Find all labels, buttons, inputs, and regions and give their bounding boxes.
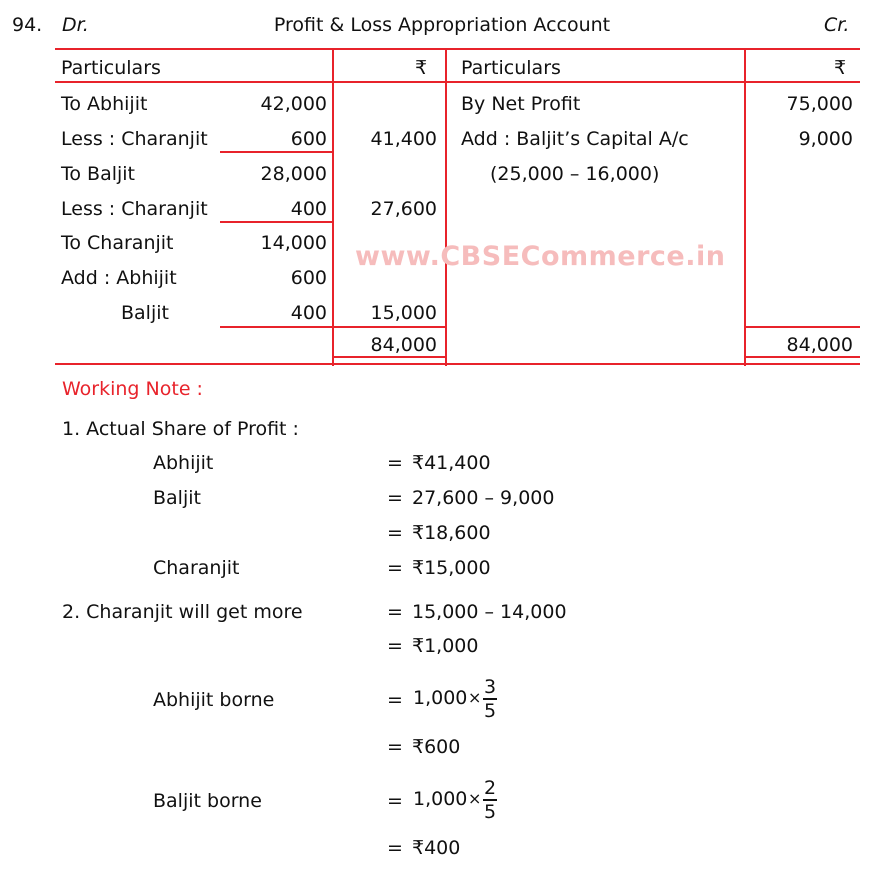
cr-label: Cr. bbox=[824, 14, 850, 36]
header-amount-right: ₹ bbox=[834, 57, 847, 79]
debit-row-particular: To Baljit bbox=[61, 163, 136, 185]
debit-total: 84,000 bbox=[370, 334, 437, 356]
note-label: Baljit borne bbox=[153, 790, 262, 812]
note-value: ₹600 bbox=[412, 736, 461, 758]
credit-row-particular: Add : Baljit’s Capital A/c bbox=[461, 128, 689, 150]
subtotal-rule bbox=[220, 151, 332, 153]
fraction-numerator: 2 bbox=[483, 777, 497, 799]
credit-row-amount: 75,000 bbox=[786, 93, 853, 115]
debit-row-inner: 600 bbox=[290, 267, 327, 289]
note-item-2-title: 2. Charanjit will get more bbox=[62, 601, 303, 623]
debit-row-inner: 400 bbox=[290, 198, 327, 220]
dr-label: Dr. bbox=[62, 14, 89, 36]
fraction-expression: 1,000 bbox=[413, 687, 468, 709]
fraction-numerator: 3 bbox=[483, 676, 497, 698]
fraction-denominator: 5 bbox=[483, 800, 497, 823]
header-particulars-right: Particulars bbox=[461, 57, 561, 79]
total-rule bbox=[746, 356, 860, 358]
watermark: www.CBSECommerce.in bbox=[355, 241, 726, 272]
debit-row-outer: 41,400 bbox=[370, 128, 437, 150]
header-particulars-left: Particulars bbox=[61, 57, 161, 79]
note-value: ₹15,000 bbox=[412, 557, 491, 579]
equals-sign: = bbox=[387, 557, 403, 579]
debit-row-outer: 15,000 bbox=[370, 302, 437, 324]
header-amount-left: ₹ bbox=[415, 57, 428, 79]
header-bottom-rule bbox=[55, 81, 860, 83]
total-rule bbox=[334, 356, 445, 358]
debit-row-outer: 27,600 bbox=[370, 198, 437, 220]
debit-row-particular: To Charanjit bbox=[61, 232, 174, 254]
times-sign: × bbox=[468, 789, 482, 808]
note-label: Abhijit borne bbox=[153, 689, 275, 711]
debit-row-inner: 14,000 bbox=[260, 232, 327, 254]
debit-row-particular: Less : Charanjit bbox=[61, 198, 208, 220]
total-rule bbox=[334, 326, 445, 328]
table-top-rule bbox=[55, 48, 860, 50]
subtotal-rule bbox=[220, 326, 332, 328]
debit-row-inner: 400 bbox=[290, 302, 327, 324]
debit-row-particular: Less : Charanjit bbox=[61, 128, 208, 150]
debit-row-particular: Baljit bbox=[121, 302, 169, 324]
equals-sign: = bbox=[387, 635, 403, 657]
debit-row-particular: To Abhijit bbox=[61, 93, 148, 115]
debit-row-inner: 600 bbox=[290, 128, 327, 150]
fraction-expression: 1,000 bbox=[413, 788, 468, 810]
equals-sign: = bbox=[387, 689, 403, 711]
subtotal-rule bbox=[220, 221, 332, 223]
credit-row-particular: By Net Profit bbox=[461, 93, 581, 115]
fraction bbox=[482, 777, 498, 823]
credit-total: 84,000 bbox=[786, 334, 853, 356]
credit-row-amount: 9,000 bbox=[798, 128, 853, 150]
fraction bbox=[482, 676, 498, 722]
equals-sign: = bbox=[387, 837, 403, 859]
column-divider bbox=[445, 48, 447, 366]
equals-sign: = bbox=[387, 522, 403, 544]
note-value: ₹18,600 bbox=[412, 522, 491, 544]
note-value: ₹41,400 bbox=[412, 452, 491, 474]
note-label: Abhijit bbox=[153, 452, 214, 474]
table-bottom-rule bbox=[55, 363, 860, 365]
page-title bbox=[0, 14, 884, 36]
total-rule bbox=[746, 326, 860, 328]
note-item-1-title: 1. Actual Share of Profit : bbox=[62, 418, 299, 440]
times-sign: × bbox=[468, 688, 482, 707]
equals-sign: = bbox=[387, 601, 403, 623]
working-note-heading: Working Note : bbox=[62, 378, 203, 400]
note-value: 27,600 – 9,000 bbox=[412, 487, 555, 509]
equals-sign: = bbox=[387, 736, 403, 758]
debit-row-particular: Add : Abhijit bbox=[61, 267, 177, 289]
note-value: ₹400 bbox=[412, 837, 461, 859]
note-label: Charanjit bbox=[153, 557, 240, 579]
equals-sign: = bbox=[387, 790, 403, 812]
note-value: 15,000 – 14,000 bbox=[412, 601, 567, 623]
account-title: Profit & Loss Appropriation Account bbox=[273, 14, 611, 36]
equals-sign: = bbox=[387, 452, 403, 474]
equals-sign: = bbox=[387, 487, 403, 509]
debit-row-inner: 42,000 bbox=[260, 93, 327, 115]
debit-row-inner: 28,000 bbox=[260, 163, 327, 185]
note-value: ₹1,000 bbox=[412, 635, 479, 657]
note-label: Baljit bbox=[153, 487, 201, 509]
credit-row-particular: (25,000 – 16,000) bbox=[490, 163, 660, 185]
fraction-denominator: 5 bbox=[483, 699, 497, 722]
question-number: 94. bbox=[12, 14, 43, 36]
